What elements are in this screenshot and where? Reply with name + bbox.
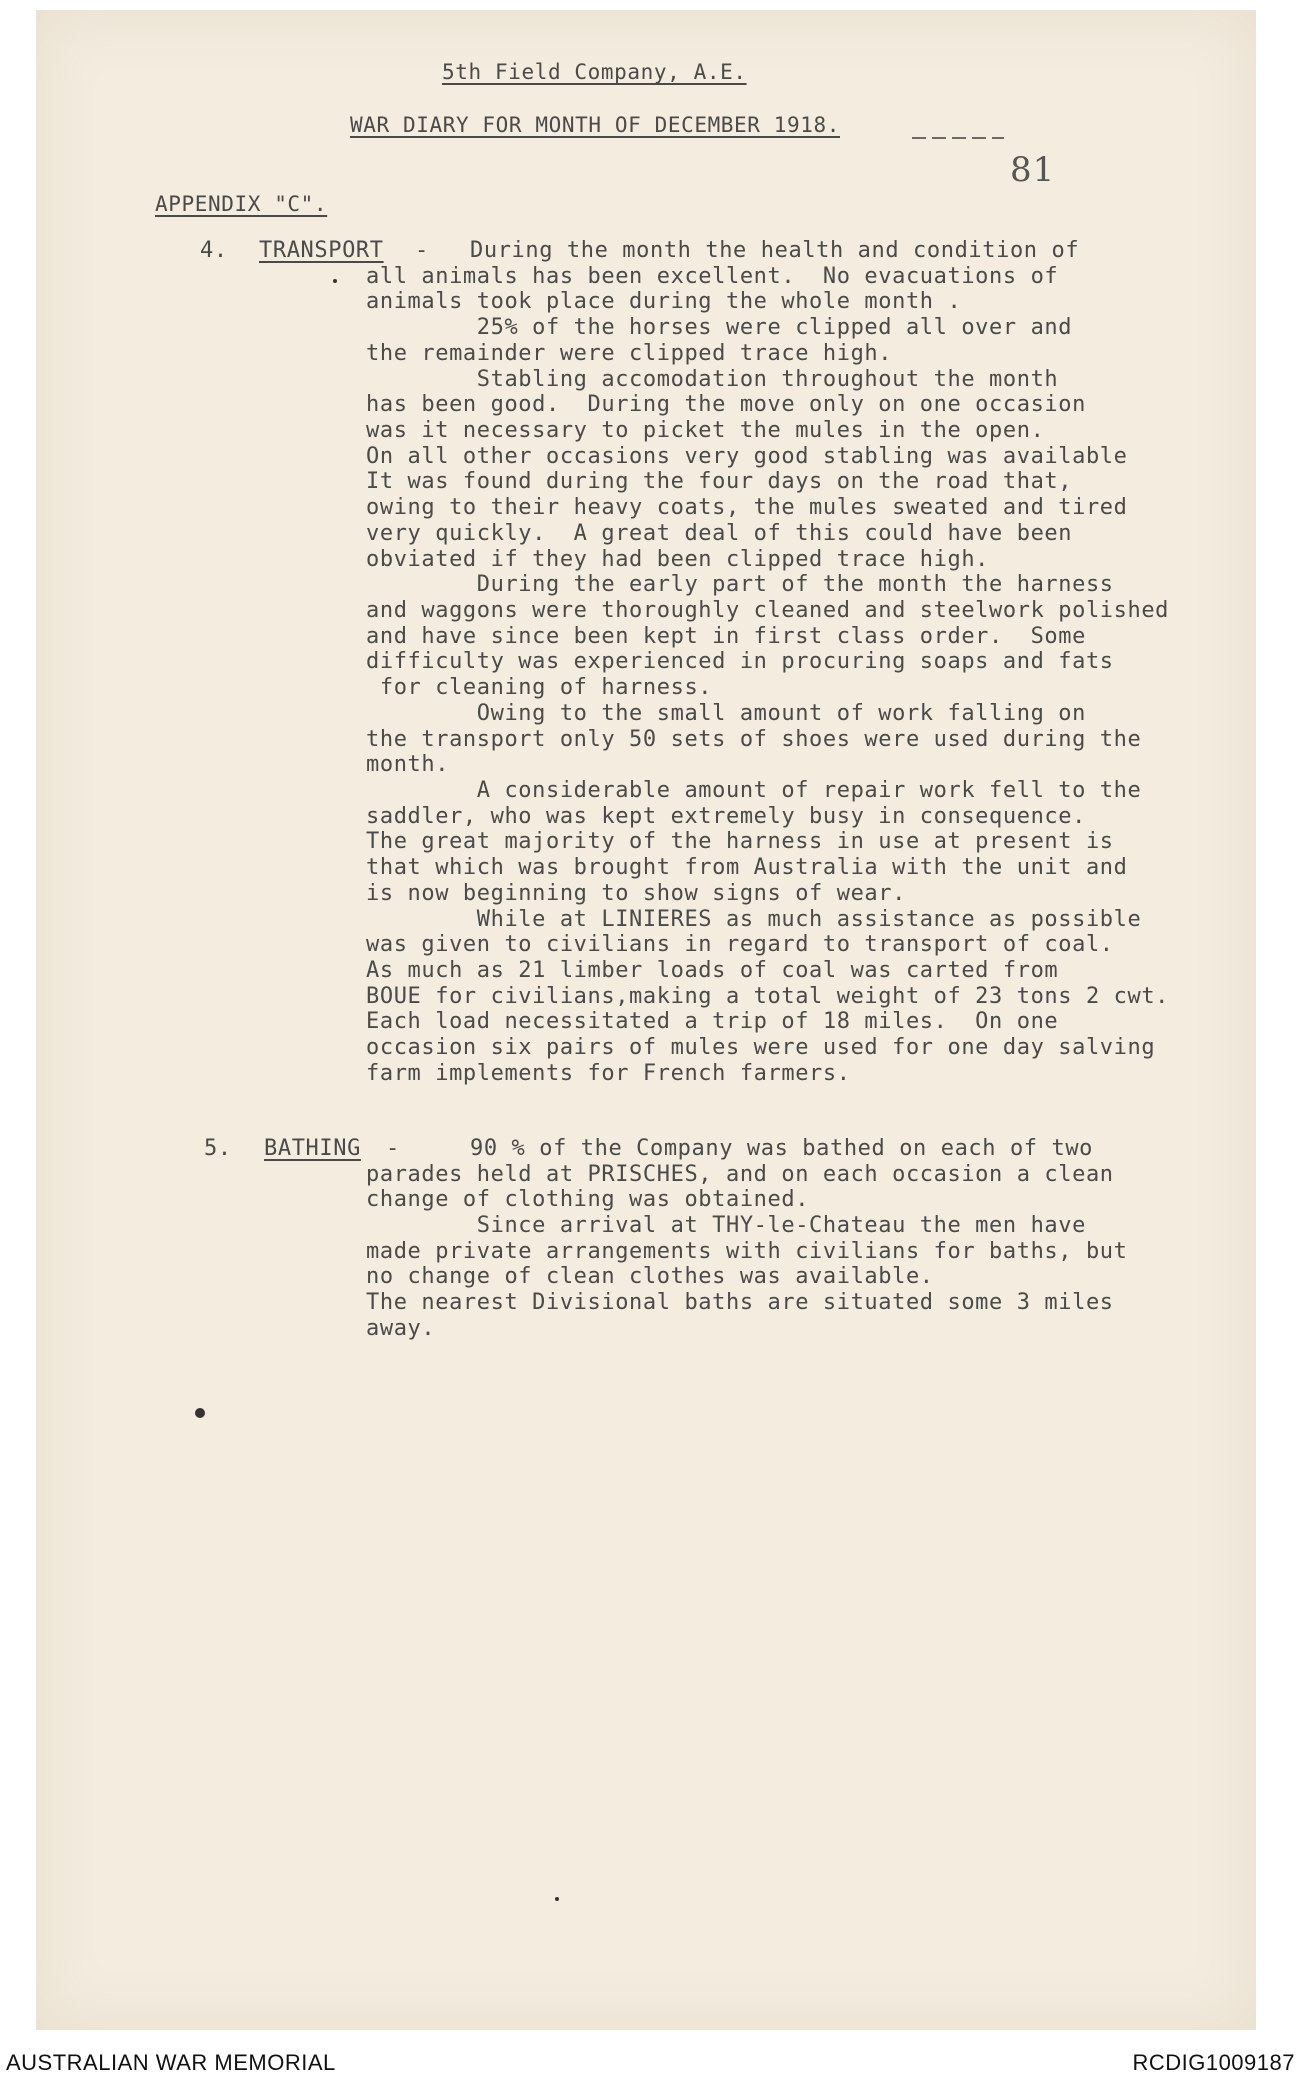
transport-line: As much as 21 limber loads of coal was carted from: [366, 958, 1059, 983]
transport-line: While at LINIERES as much assistance as possible: [366, 907, 1142, 932]
transport-line: very quickly. A great deal of this could have been: [366, 521, 1073, 546]
transport-line: A considerable amount of repair work fell to the: [366, 778, 1142, 803]
transport-line: that which was brought from Australia with the unit and: [366, 855, 1128, 880]
ink-spot: [195, 1408, 205, 1418]
archive-id: RCDIG1009187: [1132, 2050, 1295, 2075]
archive-credit: AUSTRALIAN WAR MEMORIAL: [6, 2050, 336, 2075]
diary-title: WAR DIARY FOR MONTH OF DECEMBER 1918.: [350, 113, 840, 137]
transport-line: During the early part of the month the harness: [366, 572, 1114, 597]
title-dash-mark: [912, 137, 1004, 139]
transport-dash: -: [415, 238, 429, 263]
transport-line: the remainder were clipped trace high.: [366, 341, 893, 366]
transport-line: and have since been kept in first class order. Some: [366, 624, 1086, 649]
transport-line: month.: [366, 752, 450, 777]
bathing-line: no change of clean clothes was available.: [366, 1264, 934, 1289]
transport-line: and waggons were thoroughly cleaned and steelwork polished: [366, 598, 1170, 623]
transport-line: is now beginning to show signs of wear.: [366, 881, 906, 906]
unit-heading: 5th Field Company, A.E.: [442, 60, 747, 84]
transport-line: difficulty was experienced in procuring soaps and fats: [366, 649, 1114, 674]
bathing-number: 5.: [204, 1136, 232, 1161]
ink-speck: [333, 279, 337, 283]
transport-line: for cleaning of harness.: [366, 675, 713, 700]
bathing-line: change of clothing was obtained.: [366, 1187, 810, 1212]
appendix-label: APPENDIX "C".: [155, 192, 328, 216]
ink-speck: [555, 1897, 559, 1901]
page-number-handwritten: 81: [1010, 150, 1056, 190]
bathing-line: made private arrangements with civilians for baths, but: [366, 1239, 1128, 1264]
transport-line: During the month the health and condition of: [470, 238, 1080, 263]
transport-line: Each load necessitated a trip of 18 miles. On one: [366, 1009, 1059, 1034]
transport-line: obviated if they had been clipped trace high.: [366, 547, 990, 572]
transport-line: owing to their heavy coats, the mules sweated and tired: [366, 495, 1128, 520]
transport-line: The great majority of the harness in use at present is: [366, 829, 1114, 854]
bathing-dash: -: [386, 1136, 400, 1161]
transport-heading: TRANSPORT: [259, 238, 384, 263]
transport-number: 4.: [200, 238, 228, 263]
bathing-line: The nearest Divisional baths are situated some 3 miles: [366, 1290, 1114, 1315]
transport-line: the transport only 50 sets of shoes were used during the: [366, 727, 1142, 752]
transport-line: Owing to the small amount of work falling on: [366, 701, 1086, 726]
transport-line: all animals has been excellent. No evacuations of: [366, 264, 1059, 289]
transport-line: 25% of the horses were clipped all over and: [366, 315, 1073, 340]
bathing-line: Since arrival at THY-le-Chateau the men have: [366, 1213, 1086, 1238]
transport-line: It was found during the four days on the road that,: [366, 469, 1073, 494]
transport-line: occasion six pairs of mules were used for one day salving: [366, 1035, 1156, 1060]
transport-line: On all other occasions very good stabling was available: [366, 444, 1128, 469]
transport-line: has been good. During the move only on one occasion: [366, 392, 1086, 417]
transport-line: farm implements for French farmers.: [366, 1061, 851, 1086]
bathing-line: away.: [366, 1316, 436, 1341]
transport-line: was given to civilians in regard to transport of coal.: [366, 932, 1114, 957]
transport-line: animals took place during the whole month .: [366, 289, 962, 314]
bathing-line: parades held at PRISCHES, and on each occasion a clean: [366, 1162, 1114, 1187]
transport-line: Stabling accomodation throughout the month: [366, 367, 1059, 392]
bathing-line: 90 % of the Company was bathed on each of two: [470, 1136, 1094, 1161]
transport-line: saddler, who was kept extremely busy in consequence.: [366, 804, 1086, 829]
transport-line: BOUE for civilians,making a total weight of 23 tons 2 cwt.: [366, 984, 1170, 1009]
bathing-heading: BATHING: [264, 1136, 361, 1161]
transport-line: was it necessary to picket the mules in the open.: [366, 418, 1045, 443]
